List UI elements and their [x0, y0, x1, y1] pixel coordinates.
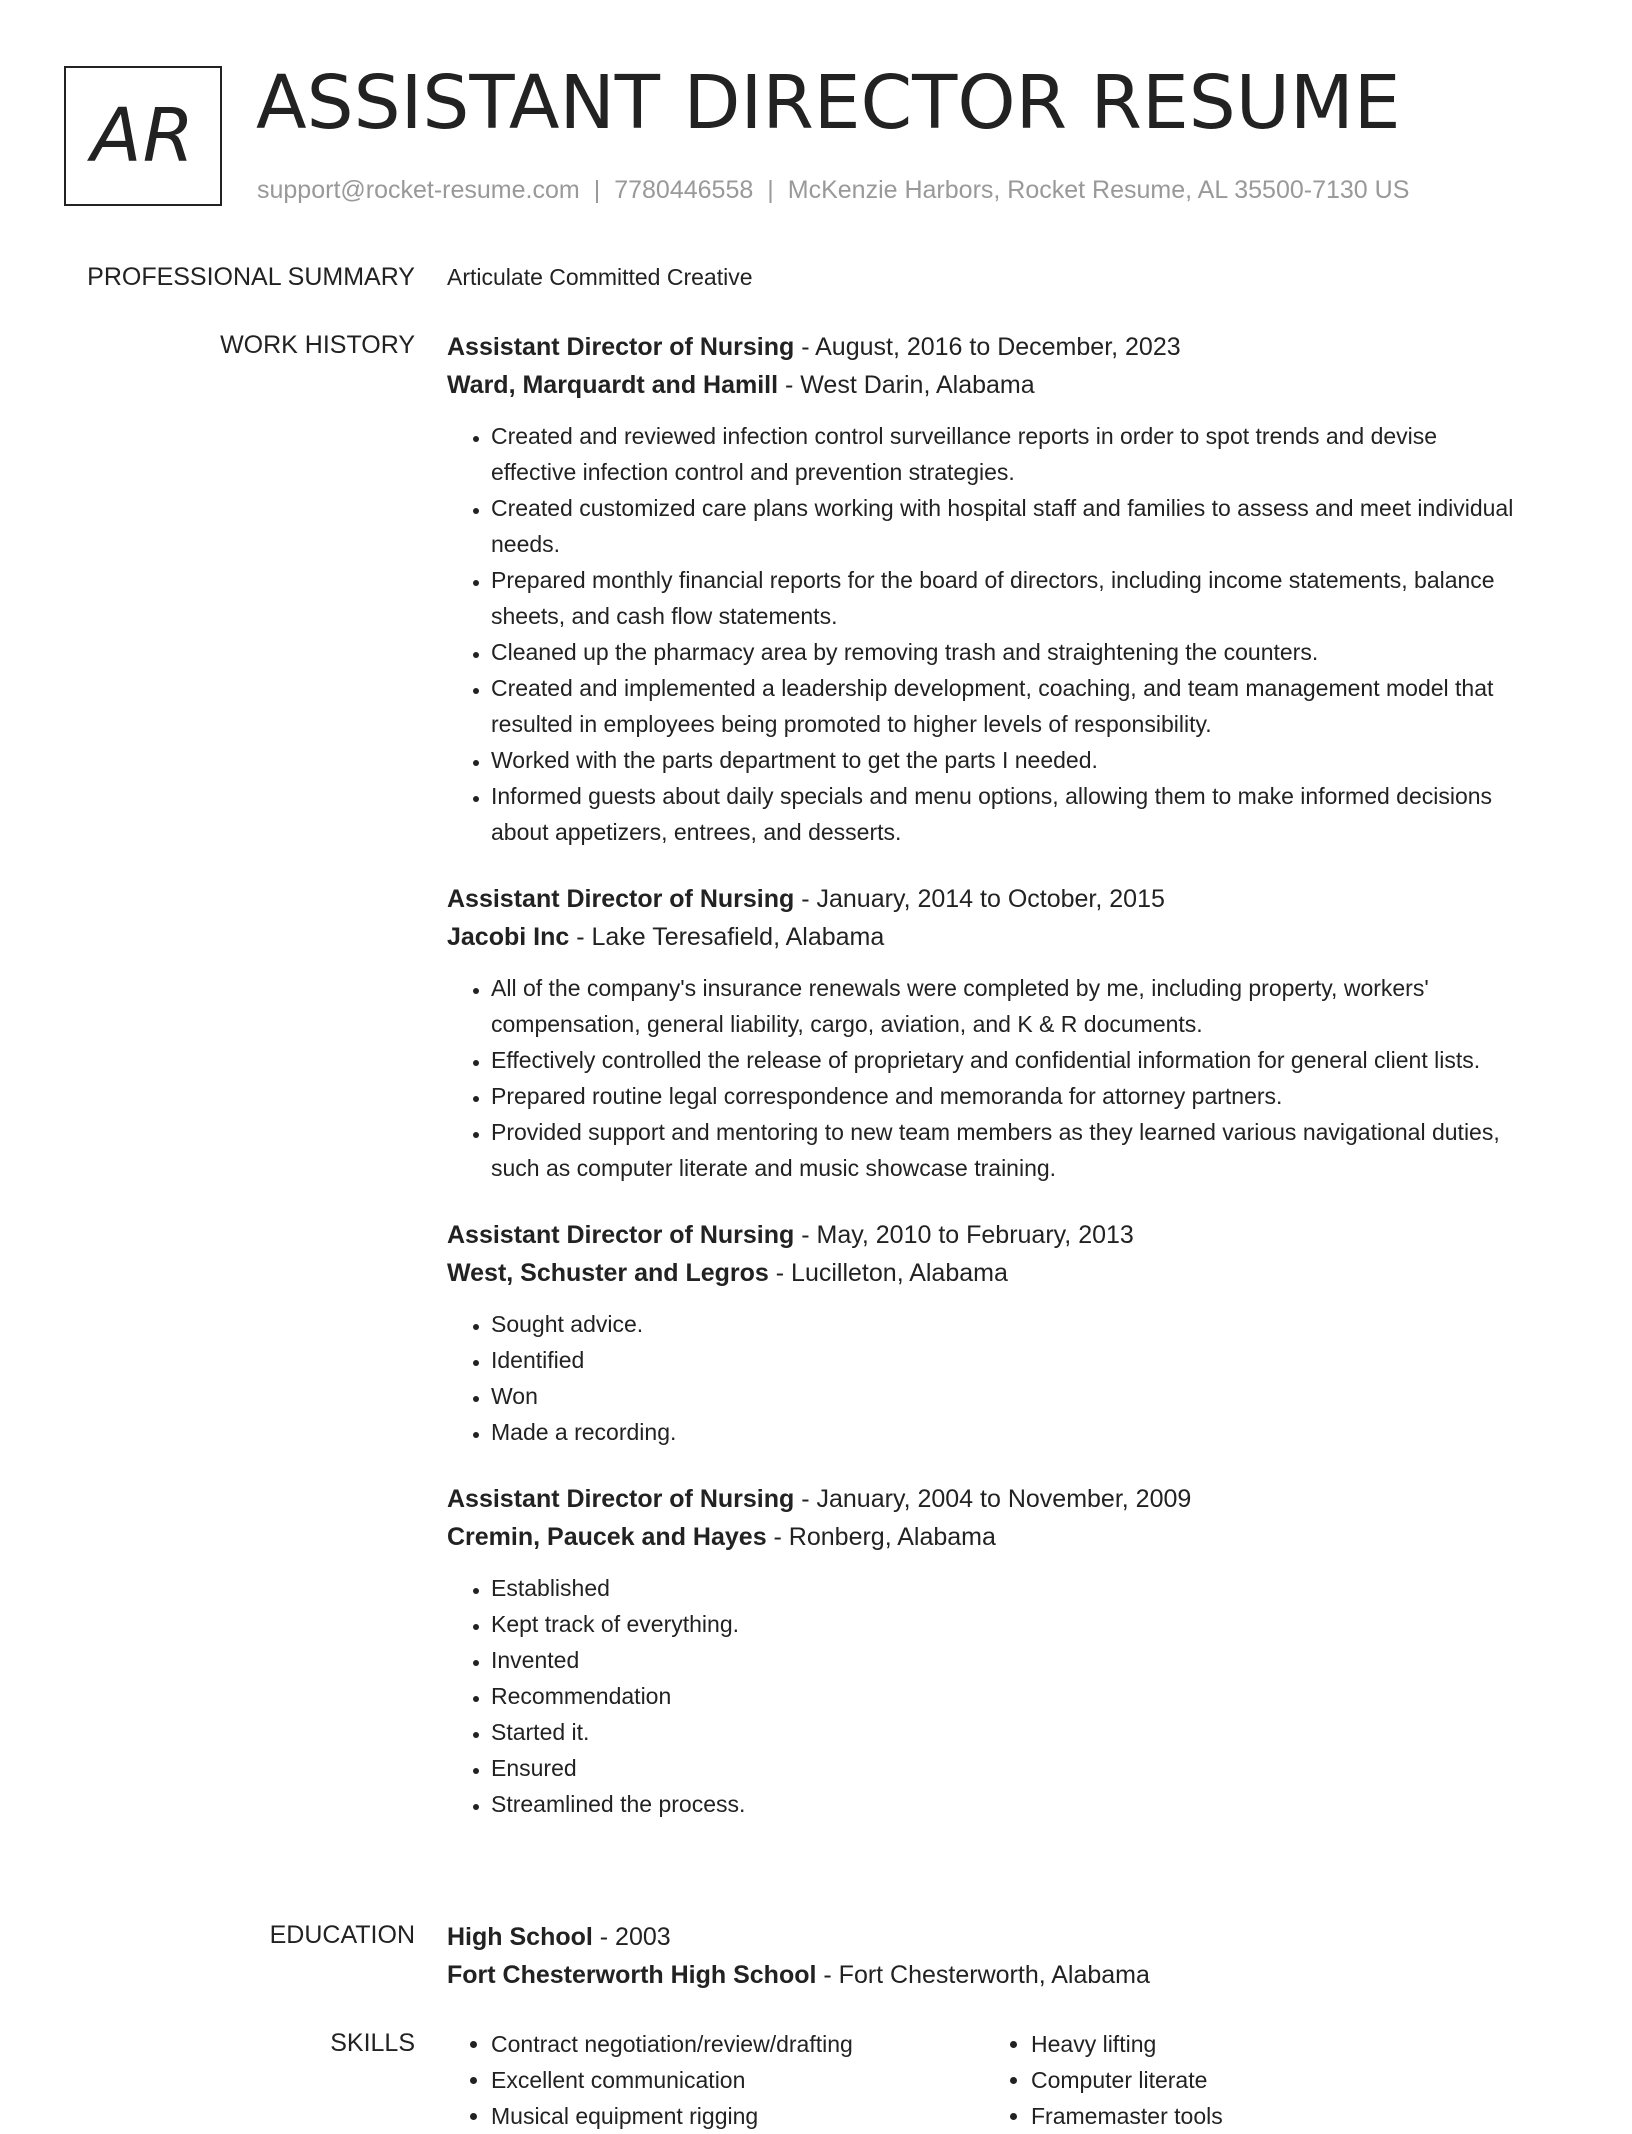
duty-item: • Made a recording.: [491, 1414, 1527, 1450]
job-duties: [447, 1570, 1527, 1822]
job-title: Assistant Director of Nursing: [447, 1485, 795, 1513]
education-location: - Fort Chesterworth, Alabama: [816, 1961, 1150, 1989]
education-school: Fort Chesterworth High School: [447, 1961, 817, 1989]
job-dates: - January, 2004 to November, 2009: [794, 1485, 1192, 1513]
job-entry: [447, 880, 1527, 1186]
job-location: - Ronberg, Alabama: [766, 1523, 996, 1551]
education-degree-line: [447, 1918, 1527, 1956]
duty-item: • Provided support and mentoring to new team members as they learned various navigational duties, such as computer literate and music showcase training.: [491, 1114, 1527, 1186]
education-school-line: [447, 1956, 1527, 1994]
education-year: - 2003: [592, 1923, 671, 1951]
job-location: - West Darin, Alabama: [778, 371, 1035, 399]
contact-line: [257, 174, 1409, 206]
duty-item: • Identified: [491, 1342, 1527, 1378]
duty-item: • Ensured: [491, 1750, 1527, 1786]
work-history-list: [447, 328, 1527, 1852]
section-label-summary: PROFESSIONAL SUMMARY: [87, 263, 415, 291]
duty-item: • Created and implemented a leadership development, coaching, and team management model that resulted in employees being promoted to higher levels of responsibility.: [491, 670, 1527, 742]
job-title-line: [447, 1480, 1527, 1518]
job-company: Jacobi Inc: [447, 923, 570, 951]
initials-monogram: [64, 66, 222, 206]
duty-item: • Informed guests about daily specials and menu options, allowing them to make informed decisions about appetizers, entrees, and desserts.: [491, 778, 1527, 850]
education-entry: [447, 1918, 1527, 1994]
job-duties: [447, 418, 1527, 850]
duty-item: • Won: [491, 1378, 1527, 1414]
contact-address: McKenzie Harbors, Rocket Resume, AL 35500-7130 US: [787, 176, 1410, 204]
skills-columns: [447, 2026, 1527, 2134]
job-title: Assistant Director of Nursing: [447, 885, 795, 913]
job-title: Assistant Director of Nursing: [447, 333, 795, 361]
skill-item: • Heavy lifting: [1031, 2026, 1527, 2062]
duty-item: • Recommendation: [491, 1678, 1527, 1714]
duty-item: • Cleaned up the pharmacy area by removing trash and straightening the counters.: [491, 634, 1527, 670]
duty-item: • Sought advice.: [491, 1306, 1527, 1342]
contact-separator: |: [593, 176, 601, 204]
education-degree: High School: [447, 1923, 593, 1951]
duty-item: • Started it.: [491, 1714, 1527, 1750]
duty-item: • Established: [491, 1570, 1527, 1606]
skill-item: • Excellent communication: [491, 2062, 987, 2098]
duty-item: • Prepared monthly financial reports for the board of directors, including income statements, balance sheets, and cash flow statements.: [491, 562, 1527, 634]
job-location: - Lake Teresafield, Alabama: [569, 923, 885, 951]
job-company-line: [447, 1254, 1527, 1292]
job-company: Cremin, Paucek and Hayes: [447, 1523, 767, 1551]
skills-list-left: [447, 2026, 987, 2134]
skill-item: • Contract negotiation/review/drafting: [491, 2026, 987, 2062]
initials-text: AR: [90, 93, 196, 179]
duty-item: • Created and reviewed infection control surveillance reports in order to spot trends and devise effective infection control and prevention strategies.: [491, 418, 1527, 490]
job-entry: [447, 1480, 1527, 1822]
job-location: - Lucilleton, Alabama: [768, 1259, 1008, 1287]
duty-item: • Streamlined the process.: [491, 1786, 1527, 1822]
duty-item: • Kept track of everything.: [491, 1606, 1527, 1642]
resume-title: ASSISTANT DIRECTOR RESUME: [256, 60, 1401, 146]
duty-item: • Invented: [491, 1642, 1527, 1678]
job-title-line: [447, 328, 1527, 366]
job-entry: [447, 328, 1527, 850]
job-title-line: [447, 1216, 1527, 1254]
job-dates: - May, 2010 to February, 2013: [794, 1221, 1134, 1249]
section-label-education: EDUCATION: [269, 1921, 415, 1949]
contact-phone[interactable]: 7780446558: [614, 176, 754, 204]
duty-item: • Effectively controlled the release of proprietary and confidential information for general client lists.: [491, 1042, 1527, 1078]
skill-item: • Musical equipment rigging: [491, 2098, 987, 2134]
job-entry: [447, 1216, 1527, 1450]
job-title: Assistant Director of Nursing: [447, 1221, 795, 1249]
duty-item: • Worked with the parts department to get the parts I needed.: [491, 742, 1527, 778]
skill-item: • Computer literate: [1031, 2062, 1527, 2098]
job-dates: - August, 2016 to December, 2023: [794, 333, 1181, 361]
duty-item: • All of the company's insurance renewals were completed by me, including property, workers' compensation, general liability, cargo, aviation, and K & R documents.: [491, 970, 1527, 1042]
skills-list-right: [987, 2026, 1527, 2134]
job-company: Ward, Marquardt and Hamill: [447, 371, 779, 399]
job-company-line: [447, 1518, 1527, 1556]
duty-item: • Created customized care plans working with hospital staff and families to assess and meet individual needs.: [491, 490, 1527, 562]
job-title-line: [447, 880, 1527, 918]
job-duties: [447, 1306, 1527, 1450]
contact-email[interactable]: support@rocket-resume.com: [257, 176, 580, 204]
job-dates: - January, 2014 to October, 2015: [794, 885, 1165, 913]
job-company-line: [447, 918, 1527, 956]
section-label-work-history: WORK HISTORY: [220, 331, 415, 359]
job-company-line: [447, 366, 1527, 404]
skill-item: • Framemaster tools: [1031, 2098, 1527, 2134]
job-company: West, Schuster and Legros: [447, 1259, 769, 1287]
job-duties: [447, 970, 1527, 1186]
duty-item: • Prepared routine legal correspondence and memoranda for attorney partners.: [491, 1078, 1527, 1114]
contact-separator: |: [767, 176, 774, 204]
summary-text: Articulate Committed Creative: [447, 264, 753, 290]
section-label-skills: SKILLS: [330, 2029, 415, 2057]
